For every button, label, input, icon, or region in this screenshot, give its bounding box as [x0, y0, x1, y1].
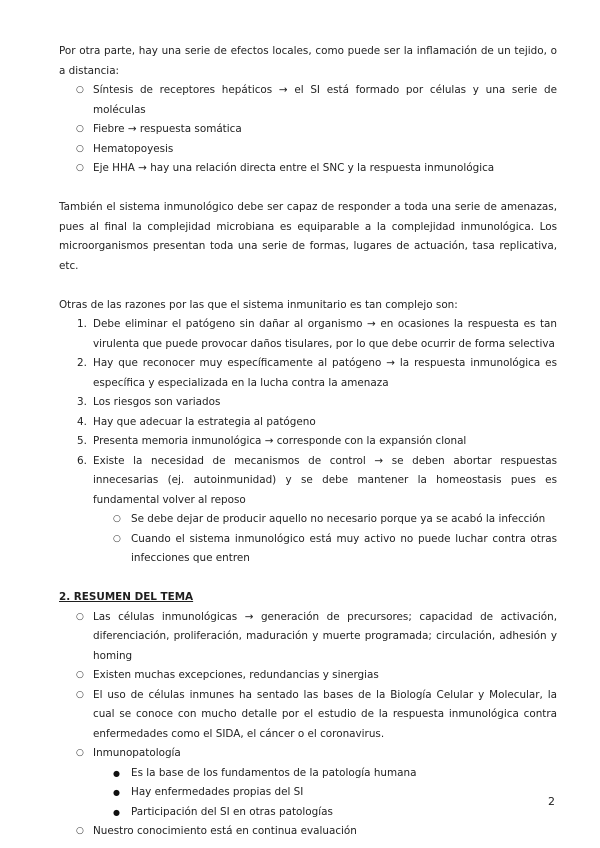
list-item: ○ Se debe dejar de producir aquello no necesario porque ya se acabó la infección — [93, 510, 557, 530]
document-page — [59, 42, 557, 842]
control-sublist — [93, 510, 557, 569]
list-item: 4. Hay que adecuar la estrategia al patógeno — [77, 415, 316, 428]
list-item: ○ Fiebre → respuesta somática — [59, 120, 557, 140]
list-item: ● Hay enfermedades propias del SI — [93, 783, 557, 803]
summary-list — [59, 608, 557, 842]
list-item: ○ Inmunopatología ● Es la base de los fundamentos de la patología humana ● Hay enfermedades propias del SI ● Participación del SI en otras patologías — [59, 744, 557, 822]
list-item: ○ Cuando el sistema inmunológico está muy activo no puede luchar contra otras infecciones que entren — [93, 530, 557, 569]
reasons-intro: Otras de las razones por las que el sistema inmunitario es tan complejo son: — [59, 298, 458, 311]
list-item: ○ Síntesis de receptores hepáticos → el SI está formado por células y una serie de moléculas — [59, 81, 557, 120]
page-number: 2 — [548, 795, 555, 808]
list-item: ○ Nuestro conocimiento está en continua evaluación — [59, 822, 557, 842]
list-item: ● Participación del SI en otras patologías — [93, 803, 557, 823]
reasons-list — [59, 315, 557, 569]
list-item: 2. Hay que reconocer muy específicamente al patógeno → la respuesta inmunológica es específica y especializada en la lucha contra la amenaza — [77, 357, 557, 389]
immunopathology-sublist — [93, 764, 557, 823]
list-item: ○ Existen muchas excepciones, redundancias y sinergias — [59, 666, 557, 686]
threats-paragraph: También el sistema inmunológico debe ser capaz de responder a toda una serie de amenazas, pues al final la complejidad microbiana es equiparable a la complejidad inmunológica. Los microorganismos presentan toda una serie de formas, lugares de actuación, tasa replicativa, etc. — [59, 201, 557, 272]
list-item: ● Es la base de los fundamentos de la patología humana — [93, 764, 557, 784]
list-item: 6. Existe la necesidad de mecanismos de control → se deben abortar respuestas innecesarias (ej. autoinmunidad) y se debe mantener la homeostasis pues es fundamental volver al reposo ○ Se debe dejar de producir aquello no necesario porque ya se acabó la infección ○ Cuando el sistema inmunológico está muy activo no puede luchar contra otras infecciones que entren — [59, 452, 557, 569]
list-item: 5. Presenta memoria inmunológica → corresponde con la expansión clonal — [77, 435, 467, 447]
list-item: ○ Hematopoyesis — [59, 140, 557, 160]
list-item: ○ El uso de células inmunes ha sentado las bases de la Biología Celular y Molecular, la cual se conoce con mucho detalle por el estudio de la respuesta inmunológica contra enfermedades como el SIDA, el cáncer o el coronavirus. — [59, 686, 557, 745]
list-item: 1. Debe eliminar el patógeno sin dañar al organismo → en ocasiones la respuesta es tan virulenta que puede provocar daños tisulares, por lo que debe ocurrir de forma selectiva — [77, 318, 557, 350]
list-item: 3. Los riesgos son variados — [77, 396, 221, 408]
local-effects-list — [59, 81, 557, 179]
list-item: ○ Eje HHA → hay una relación directa entre el SNC y la respuesta inmunológica — [59, 159, 557, 179]
list-item: ○ Las células inmunológicas → generación de precursores; capacidad de activación, diferenciación, proliferación, maduración y muerte programada; circulación, adhesión y homing — [59, 608, 557, 667]
section-heading: 2. RESUMEN DEL TEMA — [59, 591, 194, 603]
intro-paragraph: Por otra parte, hay una serie de efectos locales, como puede ser la inflamación de un tejido, o a distancia: — [59, 45, 557, 77]
